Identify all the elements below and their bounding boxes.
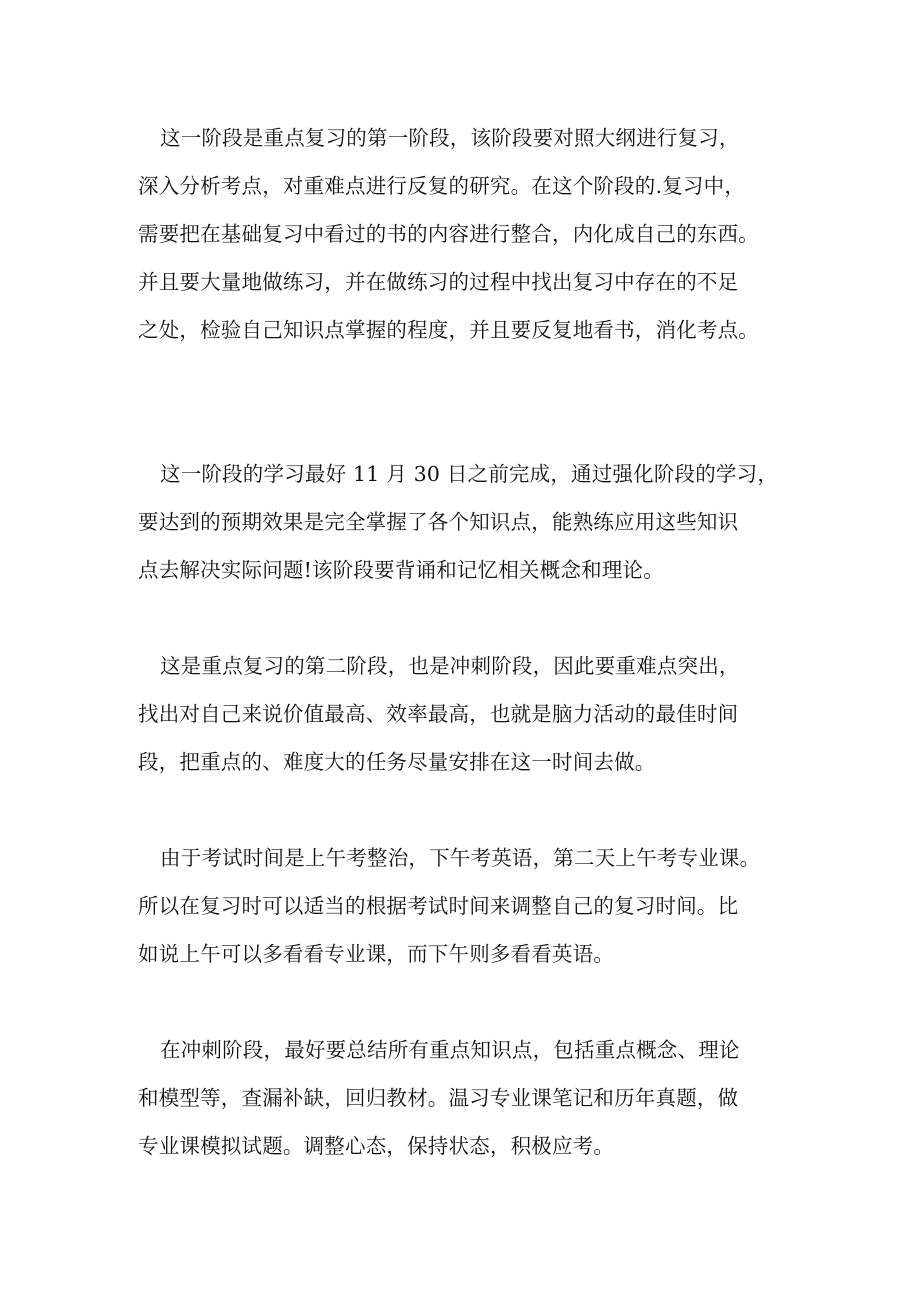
paragraph-4-line-1: 由于考试时间是上午考整治，下午考英语，第二天上午考专业课。 <box>160 846 761 870</box>
paragraph-1-line-3: 需要把在基础复习中看过的书的内容进行整合，内化成自己的东西。 <box>138 222 759 246</box>
paragraph-4-line-3: 如说上午可以多看看专业课，而下午则多看看英语。 <box>138 942 615 966</box>
paragraph-5-line-3: 专业课模拟试题。调整心态，保持状态，积极应考。 <box>138 1134 615 1158</box>
paragraph-5-line-1: 在冲刺阶段，最好要总结所有重点知识点，包括重点概念、理论 <box>160 1038 740 1062</box>
paragraph-5-line-2: 和模型等，查漏补缺，回归教材。温习专业课笔记和历年真题，做 <box>138 1086 739 1110</box>
paragraph-2-line-1: 这一阶段的学习最好 11 月 30 日之前完成，通过强化阶段的学习， <box>160 462 779 486</box>
paragraph-2-line-2: 要达到的预期效果是完全掌握了各个知识点，能熟练应用这些知识 <box>138 510 739 534</box>
paragraph-3-line-3: 段，把重点的、难度大的任务尽量安排在这一时间去做。 <box>138 750 656 774</box>
paragraph-3-line-2: 找出对自己来说价值最高、效率最高，也就是脑力活动的最佳时间 <box>138 702 739 726</box>
paragraph-3-line-1: 这是重点复习的第二阶段，也是冲刺阶段，因此要重难点突出， <box>160 654 740 678</box>
paragraph-1-line-4: 并且要大量地做练习，并在做练习的过程中找出复习中存在的不足 <box>138 270 739 294</box>
paragraph-1-line-2: 深入分析考点，对重难点进行反复的研究。在这个阶段的.复习中， <box>138 174 746 198</box>
paragraph-1-line-5: 之处，检验自己知识点掌握的程度，并且要反复地看书，消化考点。 <box>138 318 759 342</box>
paragraph-1-line-1: 这一阶段是重点复习的第一阶段，该阶段要对照大纲进行复习， <box>160 126 740 150</box>
paragraph-2-line-3: 点去解决实际问题!该阶段要背诵和记忆相关概念和理论。 <box>138 558 664 582</box>
paragraph-4-line-2: 所以在复习时可以适当的根据考试时间来调整自己的复习时间。比 <box>138 894 739 918</box>
